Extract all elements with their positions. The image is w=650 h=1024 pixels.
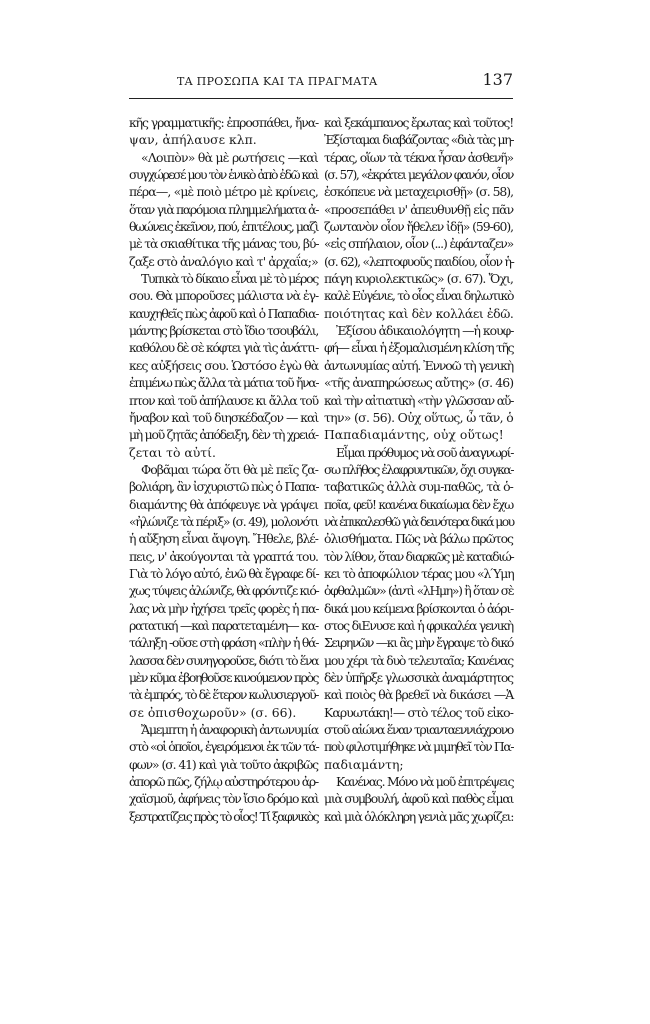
text-line: ὅταν γιὰ παρόμοια πλημμελήματα ἀ- xyxy=(129,201,319,217)
text-line: ὀλισθήματα. Πῶς νὰ βάλω πρῶτος xyxy=(324,531,513,547)
text-line: τὸν λίθον, ὅταν διαρκῶς μὲ καταδιώ- xyxy=(324,548,514,564)
page-number: 137 xyxy=(482,70,513,89)
text-line: «Λοιπὸν» θὰ μὲ ρωτήσεις —καὶ xyxy=(141,149,318,165)
text-line: φων» (σ. 41) καὶ γιὰ τοῦτο ἀκριβῶς xyxy=(129,756,318,772)
text-line: λασσα δὲν συνηγοροῦσε, διότι τὸ ἕνα xyxy=(129,652,319,668)
text-line: Παπαδιαμάντης, οὐχ οὕτως! xyxy=(324,427,504,443)
text-line: ὀφθαλμῶν» (ἀντὶ «λΗμη») ἢ ὅταν σὲ xyxy=(324,583,514,599)
text-line: ἀπορῶ πῶς, ζήλῳ αὐστηρότερου ἀρ- xyxy=(129,774,319,790)
right-text-column xyxy=(324,114,513,825)
header-rule xyxy=(129,98,513,99)
text-line: τάληξη -οῦσε στὴ φράση «πλὴν ἡ θά- xyxy=(129,635,319,651)
text-line: ἐσκόπευε νὰ μεταχειρισθῇ» (σ. 58), xyxy=(324,184,513,200)
text-line: διαμάντης θὰ ἀπόφευγε νὰ γράψει xyxy=(129,496,318,512)
text-line: μὴ μοῦ ζητᾶς ἀπόδειξη, δὲν τὴ χρειά- xyxy=(129,427,318,443)
text-line: ξεστρατίζεις πρὸς τὸ οἷος! Τί ξαφνικὸς xyxy=(129,808,319,824)
text-line: ἀντωνυμίας αὐτή. Ἐννοῶ τὴ γενικὴ xyxy=(324,357,513,373)
text-line: την» (σ. 56). Οὐχ οὕτως, ὦ τᾶν, ὁ xyxy=(324,409,513,425)
text-line: μάντης βρίσκεται στὸ ἴδιο τσουβάλι, xyxy=(129,323,318,339)
text-line: σω πλῆθος ἐλαφρυντικῶν, ὄχι συγκα- xyxy=(324,461,514,477)
text-line: στος διΕνυσε καὶ ἡ φρικαλέα γενικὴ xyxy=(324,617,513,633)
text-line: πεις, ν' ἀκούγονται τὰ γραπτά του. xyxy=(129,548,318,564)
text-line: «προσεπάθει ν' ἀπευθυνθῇ εἰς πᾶν xyxy=(324,201,514,217)
text-line: Εἶμαι πρόθυμος νὰ σοῦ ἀναγνωρί- xyxy=(336,444,514,460)
text-line: φή— εἶναι ἡ ἐξομαλισμένη κλίση τῆς xyxy=(324,340,514,356)
text-line: καθόλου δὲ σὲ κόφτει γιὰ τὶς ἀνάττι- xyxy=(129,340,318,356)
text-line: Φοβᾶμαι τώρα ὅτι θὰ μὲ πεῖς ζα- xyxy=(141,461,318,477)
text-line: μου χέρι τὰ δυὸ τελευταῖα; Κανένας xyxy=(324,652,513,668)
text-line: Ἐξίσταμαι διαβάζοντας «διὰ τὰς μη- xyxy=(324,132,514,148)
text-line: συγχώρεσέ μου τὸν ἑνικὸ ἀπὸ ἐδῶ καὶ xyxy=(129,167,318,183)
text-line: ζαξε στὸ ἀναλόγιο καὶ τ' ἀρχαΐα;» xyxy=(129,253,318,269)
text-line: καὶ ποιὸς θὰ βρεθεῖ νὰ δικάσει —Ἁ xyxy=(324,687,514,703)
text-line: μιὰ συμβουλή, ἀφοῦ καὶ παθὸς εἶμαι xyxy=(324,791,514,807)
text-line: ἐπιμένω πὼς ἄλλα τὰ μάτια τοῦ ἤνα- xyxy=(129,375,319,391)
text-line: Γιὰ τὸ λόγο αὐτό, ἐνῶ θὰ ἔγραφε δί- xyxy=(129,565,319,581)
text-line: παδιαμάντη; xyxy=(324,756,404,772)
text-line: λας νὰ μὴν ἠχήσει τρεῖς φορὲς ἡ πα- xyxy=(129,600,319,616)
text-line: Ἄμεμπτη ἡ ἀναφορικὴ ἀντωνυμία xyxy=(141,722,319,738)
text-line: ψαν, ἀπήλαυσε κλπ. xyxy=(129,132,257,148)
text-line: ζωντανὸν οἷον ἤθελεν ἰδῇ» (59-60), xyxy=(324,219,513,235)
text-line: ρατατική —καὶ παρατεταμένη— κα- xyxy=(129,617,318,633)
text-line: ζεται τὸ αὐτί. xyxy=(129,444,216,460)
text-line: κῆς γραμματικῆς: ἐπροσπάθει, ἤνα- xyxy=(129,115,319,130)
text-line: «ἠλώνιζε τὰ πέριξ» (σ. 49), μολονότι xyxy=(129,513,318,529)
text-line: σε ὀπισθοχωροῦν» (σ. 66). xyxy=(129,704,297,720)
text-line: ποῖα, φεῦ! κανένα δικαίωμα δὲν ἔχω xyxy=(324,496,513,512)
text-line: τὰ ἐμπρός, τὸ δὲ ἕτερον κωλυσιεργοῦ- xyxy=(129,687,319,703)
text-line: στοῦ αἰώνα ἕναν τριανταεννιάχρονο xyxy=(324,722,513,738)
text-line: ταβατικῶς ἀλλὰ συμ-παθῶς, τὰ ὁ- xyxy=(324,479,513,495)
left-text-column xyxy=(129,114,318,825)
text-line: Ἐξίσου ἀδικαιολόγητη —ἡ κουφ- xyxy=(336,323,514,339)
text-line: ἡ αὔξηση εἶναι ἄψογη. Ἤθελε, βλέ- xyxy=(129,531,318,547)
text-line: (σ. 57), «ἐκράτει μεγάλον φανόν, οἷον xyxy=(324,167,513,183)
text-line: Τυπικὰ τὸ δίκαιο εἶναι μὲ τὸ μέρος xyxy=(141,271,318,287)
text-line: μὲν κῦμα ἐβοηθοῦσε κινούμενον πρὸς xyxy=(129,670,318,685)
text-line: θωώνεις ἐκεῖνον, πού, ἐπιτέλους, μαζὶ xyxy=(129,219,319,235)
text-line: Κανένας. Μόνο νὰ μοῦ ἐπιτρέψεις xyxy=(336,774,514,790)
text-line: (σ. 62), «λεπτοφυοῦς παιδίου, οἷον ἡ- xyxy=(324,253,514,269)
text-line: «εἰς σπήλαιον, οἷον (...) ἐφάνταζεν» xyxy=(324,236,514,252)
text-line: στὸ «οἱ ὁποῖοι, ἐγειρόμενοι ἐκ τῶν τά- xyxy=(129,739,319,755)
text-line: Σειρηνῶν —κι ἂς μὴν ἔγραψε τὸ δικό xyxy=(324,635,513,651)
text-line: μὲ τὰ σκιαθίτικα τῆς μάνας του, βύ- xyxy=(129,236,319,252)
text-line: καυχηθεῖς πὼς ἀφοῦ καὶ ὁ Παπαδια- xyxy=(129,305,319,321)
running-title: ΤΑ ΠΡΟΣΩΠΑ ΚΑΙ ΤΑ ΠΡΑΓΜΑΤΑ xyxy=(177,75,378,88)
text-line: νὰ ἐπικαλεσθῶ γιὰ δεινότερα δικά μου xyxy=(324,513,514,529)
page-header xyxy=(129,70,513,96)
text-line: ποὺ φιλοτιμήθηκε νὰ μιμηθεῖ τὸν Πα- xyxy=(324,739,514,755)
text-line: χαϊσμοῦ, ἀφήνεις τὸν ἴσιο δρόμο καὶ xyxy=(129,791,319,807)
text-line: βολιάρη, ἂν ἰσχυριστῶ πὼς ὁ Παπα- xyxy=(129,479,319,495)
text-line: τέρας, οἵων τὰ τέκνα ἦσαν ἀσθενῆ» xyxy=(324,149,513,165)
text-line: δὲν ὑπῆρξε γλωσσικὰ ἀναμάρτητος xyxy=(324,670,513,685)
text-line: καὶ μιὰ ὁλόκληρη γενιὰ μᾶς χωρίζει: xyxy=(324,808,514,824)
text-line: καὶ ξεκάμπανος ἔρωτας καὶ τοῦτος! xyxy=(324,115,513,130)
text-line: ἤναβον καὶ τοῦ διησκέδαζον — καὶ xyxy=(129,409,319,425)
text-line: κει τὸ ἀποφώλιον τέρας μου «λΎμη xyxy=(324,565,514,581)
text-line: κες αὐξήσεις σου. Ὡστόσο ἐγὼ θὰ xyxy=(129,357,319,373)
text-line: χως τύψεις ἀλώνιζε, θὰ φρόντιζε κιό- xyxy=(129,583,319,599)
text-line: πάγη κυριολεκτικῶς» (σ. 67). Ὄχι, xyxy=(324,271,513,287)
text-line: καλὲ Εὐγένιε, τὸ οἷος εἶναι δηλωτικὸ xyxy=(324,288,514,304)
text-line: Καρυωτάκη!— στὸ τέλος τοῦ εἰκο- xyxy=(324,704,513,720)
text-line: «τῆς ἀναπηρώσεως αὔτης» (σ. 46) xyxy=(324,375,514,391)
text-line: σου. Θὰ μποροῦσες μάλιστα νὰ ἐγ- xyxy=(129,288,319,304)
text-line: δικά μου κείμενα βρίσκονται ὁ ἀόρι- xyxy=(324,600,513,616)
text-line: ποιότητας καὶ δὲν κολλάει ἐδῶ. xyxy=(324,305,514,321)
text-line: πτον καὶ τοῦ ἀπήλαυσε κι ἄλλα τοῦ xyxy=(129,392,318,408)
text-line: καὶ τὴν αἰτιατικὴ «τὴν γλῶσσαν αὔ- xyxy=(324,392,514,408)
text-line: πέρα—, «μὲ ποιὸ μέτρο μὲ κρίνεις, xyxy=(129,184,318,200)
